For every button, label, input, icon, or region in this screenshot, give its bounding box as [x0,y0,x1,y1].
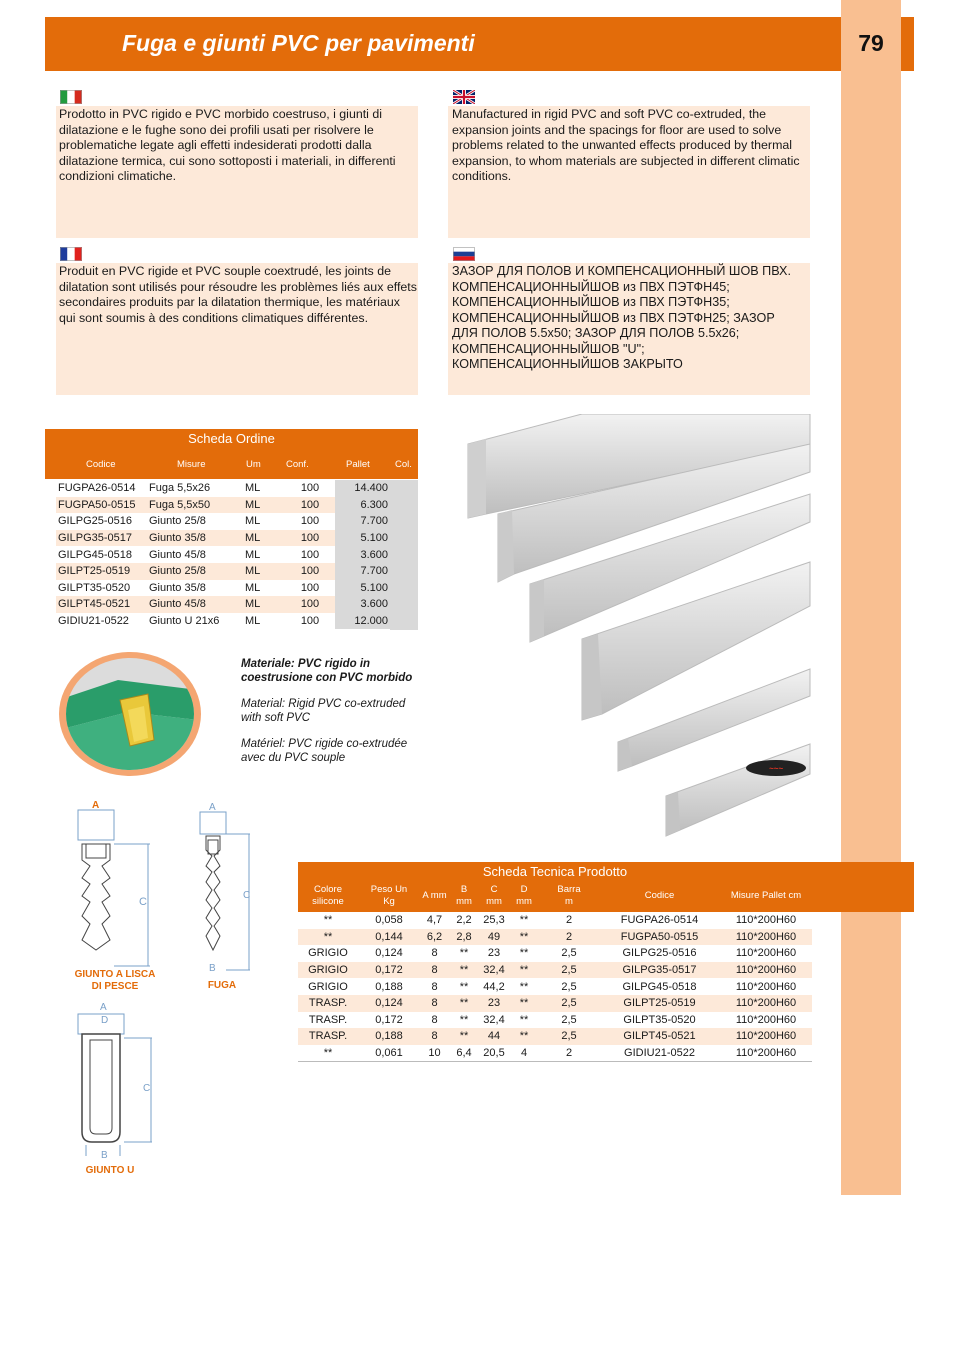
tech-col-header-line2: m [565,896,573,907]
tech-cell-misure-pallet: 110*200H60 [735,980,797,993]
tech-col-header [449,884,479,908]
tech-cell-b: ** [449,962,479,979]
france-flag-icon [60,247,82,261]
order-cell-conf: 100 [300,482,320,495]
tech-cell-peso: 0,172 [375,1013,403,1026]
material-en: Material: Rigid PVC co-extruded with soft PVC [241,698,406,724]
order-cell-misure: Giunto 35/8 [149,581,206,594]
tech-cell-d: ** [509,1028,539,1045]
dim-b-fuga: B [209,963,216,974]
order-cell-um: ML [243,596,285,613]
order-cell-conf: 100 [285,530,335,547]
tech-cell-c: 32,4 [483,1013,505,1026]
order-cell-codice: GILPG25-0516 [58,515,132,528]
order-cell-misure: Giunto U 21x6 [149,615,220,628]
tech-cell-c: 23 [479,995,509,1012]
tech-col-header-line1: Misure Pallet cm [730,890,802,901]
tech-cell-a: 8 [431,947,438,960]
tech-col-header-line1: D [520,884,528,895]
order-cell-pallet: 7.700 [335,563,390,580]
u-drawing [78,1014,152,1156]
u-label: GIUNTO U [85,1165,135,1176]
tech-col-header-line1: B [460,884,468,895]
description-it: Prodotto in PVC rigido e PVC morbido coestruso, i giunti di dilatazione e le fughe sono dei profili usati per risolvere le problematiche legate agli effetti indesiderati prodotti dalla dilatazione termica, cui sono sottoposti i materiali, in differenti condizioni climatiche. [59,107,396,183]
tech-cell-a: 10 [420,1045,449,1062]
tech-cell-barra: 2,5 [561,947,577,960]
tech-cell-peso: 0,188 [358,1028,420,1045]
order-cell-pallet: 3.600 [335,596,390,613]
material-fr: Matériel: PVC rigide co-extrudée avec du PVC souple [241,738,408,764]
tech-table-row [298,995,812,1012]
order-table [56,480,390,629]
tech-col-header-line1: Codice [644,890,675,901]
tech-cell-barra: 2,5 [539,995,599,1012]
tech-table-row [298,912,812,929]
dim-a-lisca: A [92,800,100,811]
order-col-codice: Codice [86,459,116,470]
tech-cell-codice: GIDIU21-0522 [599,1045,720,1062]
tech-cell-barra: 2,5 [561,1013,577,1026]
tech-col-header [599,890,720,902]
tech-cell-d: ** [509,929,539,946]
tech-cell-b: ** [449,995,479,1012]
tech-cell-colore: GRIGIO [298,962,358,979]
order-cell-um: ML [245,482,261,495]
order-cell-misure: Giunto 25/8 [149,515,206,528]
tech-cell-misure-pallet: 110*200H60 [720,1028,812,1045]
tech-cell-misure-pallet: 110*200H60 [735,914,797,927]
order-cell-codice: FUGPA50-0515 [56,497,147,514]
order-table-title: Scheda Ordine [188,431,275,446]
tech-col-header [509,884,539,908]
tech-cell-d: ** [519,1013,529,1026]
order-col-pallet: Pallet [346,459,370,470]
order-cell-codice: GILPG45-0518 [58,548,132,561]
tech-cell-colore: TRASP. [308,1013,348,1026]
tech-cell-codice: FUGPA50-0515 [599,929,720,946]
tech-cell-peso: 0,144 [358,929,420,946]
page-title: Fuga e giunti PVC per pavimenti [122,30,475,56]
tech-cell-colore: ** [298,929,358,946]
order-cell-um: ML [243,563,285,580]
edge-tab-top [901,17,914,71]
tech-cell-peso: 0,058 [375,914,403,927]
tech-cell-peso: 0,124 [375,947,403,960]
dim-a-u: A [100,1002,107,1013]
tech-cell-barra: 2 [565,914,573,927]
tech-col-header [720,890,812,902]
order-table-row [56,546,390,563]
tech-cell-peso: 0,172 [358,962,420,979]
svg-text:~~~: ~~~ [768,764,784,773]
order-cell-pallet: 12.000 [335,613,390,630]
tech-table-row [298,962,812,979]
order-cell-um: ML [245,515,261,528]
material-it: Materiale: PVC rigido in coestrusione con PVC morbido [241,658,413,684]
order-cell-um: ML [245,581,261,594]
order-cell-codice: GILPT35-0520 [58,581,131,594]
tech-col-header-line1: Colore [314,884,342,895]
tech-col-header-line2: mm [486,896,502,907]
tech-cell-colore: TRASP. [298,1028,358,1045]
order-cell-conf: 100 [285,497,335,514]
order-cell-misure: Giunto 25/8 [147,563,243,580]
tech-table-row [298,1028,812,1045]
side-strip [841,0,901,1195]
order-cell-codice: GIDIU21-0522 [58,615,129,628]
uk-flag-icon [453,90,475,104]
order-table-row [56,513,390,530]
order-table-row [56,530,390,547]
order-table-row [56,480,390,497]
order-cell-codice: GILPT25-0519 [56,563,147,580]
tech-cell-misure-pallet: 110*200H60 [720,962,812,979]
tech-cell-misure-pallet: 110*200H60 [735,1013,797,1026]
lisca-drawing [78,810,150,966]
dim-b-u: B [101,1150,108,1161]
tech-col-header-line1: Barra [557,884,581,895]
tech-cell-barra: 2 [539,1045,599,1062]
tech-col-header [298,884,358,908]
tech-cell-codice: GILPT45-0521 [599,1028,720,1045]
tech-cell-a: 6,2 [420,929,449,946]
order-cell-codice: FUGPA26-0514 [58,482,136,495]
order-cell-misure: Giunto 45/8 [147,596,243,613]
order-cell-codice: GILPG35-0517 [56,530,147,547]
dim-c-u: C [143,1083,151,1094]
tech-cell-b: 2,2 [456,914,472,927]
dim-c-fuga: C [243,890,251,901]
order-table-row [56,596,390,613]
dim-a-fuga: A [209,802,216,813]
order-cell-misure: Giunto 35/8 [147,530,243,547]
tech-cell-b: ** [459,947,469,960]
tech-cell-codice: GILPT25-0519 [599,995,720,1012]
order-cell-um: ML [243,497,285,514]
tech-cell-a: 8 [420,962,449,979]
tech-cell-c: 44 [479,1028,509,1045]
fuga-label: FUGA [207,980,237,991]
brand-logo-icon [746,760,806,776]
order-cell-misure: Giunto 45/8 [149,548,206,561]
russia-flag-icon [453,247,475,261]
tech-cell-barra: 2 [539,929,599,946]
tech-cell-misure-pallet: 110*200H60 [720,929,812,946]
tech-col-header-line2: mm [516,896,532,907]
tech-col-header-line2: silicone [312,896,344,907]
tech-cell-a: 4,7 [426,914,443,927]
order-col-misure: Misure [177,459,206,470]
order-cell-pallet: 5.100 [335,530,390,547]
tech-table [298,912,812,1062]
tech-cell-misure-pallet: 110*200H60 [720,1045,812,1062]
order-cell-pallet: 7.700 [335,513,390,530]
tech-col-header [479,884,509,908]
tech-cell-colore: ** [298,1045,358,1062]
tech-table-row [298,1012,812,1029]
tech-cell-a: 8 [420,995,449,1012]
lisca-label: GIUNTO A LISCA DI PESCE [74,969,156,992]
tech-cell-colore: GRIGIO [308,947,348,960]
product-photo [462,414,812,839]
tech-cell-a: 8 [431,980,438,993]
tech-cell-peso: 0,061 [358,1045,420,1062]
order-col-col: Col. [395,459,412,470]
tech-cell-b: ** [449,1028,479,1045]
tech-cell-a: 8 [420,1028,449,1045]
tech-cell-d: ** [519,914,529,927]
tech-cell-barra: 2,5 [561,980,577,993]
italy-flag-icon [60,90,82,104]
tech-cell-codice: GILPG45-0518 [622,980,697,993]
tech-cell-colore: TRASP. [298,995,358,1012]
tech-cell-codice: FUGPA26-0514 [620,914,699,927]
tech-cell-c: 49 [479,929,509,946]
tech-cell-a: 8 [431,1013,438,1026]
joint-detail-illustration [58,650,203,780]
tech-cell-d: ** [509,962,539,979]
tech-col-header-line2: Kg [383,896,395,907]
tech-table-row [298,945,812,962]
tech-col-header [539,884,599,908]
tech-cell-d: ** [519,980,529,993]
tech-cell-peso: 0,188 [375,980,403,993]
tech-cell-c: 23 [487,947,501,960]
tech-col-header-line2: mm [456,896,472,907]
order-cell-conf: 100 [285,596,335,613]
tech-cell-barra: 2,5 [539,1028,599,1045]
tech-table-row [298,1045,812,1062]
order-cell-misure: Fuga 5,5x50 [147,497,243,514]
tech-table-row [298,929,812,946]
tech-cell-peso: 0,124 [358,995,420,1012]
order-table-row [56,580,390,597]
tech-cell-b: 6,4 [449,1045,479,1062]
order-cell-misure: Fuga 5,5x26 [149,482,211,495]
edge-tab-mid [901,862,914,912]
tech-cell-b: 2,8 [449,929,479,946]
tech-cell-colore: GRIGIO [308,980,348,993]
description-en: Manufactured in rigid PVC and soft PVC co-extruded, the expansion joints and the spacings for floor are used to solve problems related to the unwanted effects produced by thermal expansion, to whom materials are subjected in different climatic conditions. [452,107,800,183]
order-cell-conf: 100 [300,581,320,594]
tech-cell-d: 4 [509,1045,539,1062]
tech-col-header [358,884,420,908]
dim-d-u: D [101,1015,109,1026]
order-cell-pallet: 5.100 [335,580,390,597]
order-cell-conf: 100 [285,563,335,580]
tech-cell-codice: GILPG25-0516 [622,947,697,960]
order-cell-conf: 100 [300,615,320,628]
tech-table-title: Scheda Tecnica Prodotto [482,864,628,879]
tech-cell-colore: ** [323,914,333,927]
order-cell-conf: 100 [300,548,320,561]
description-fr: Produit en PVC rigide et PVC souple coextrudé, les joints de dilatation sont utilisés pour résoudre les problèmes liés aux effets secondaires produits par la dilatation thermique, les matériaux qui sont soumis à des conditions climatiques différentes. [59,264,417,325]
tech-cell-misure-pallet: 110*200H60 [735,947,797,960]
tech-cell-c: 25,3 [483,914,505,927]
order-col-um: Um [246,459,261,470]
tech-col-header-line1: Peso Un [370,884,408,895]
order-cell-pallet: 6.300 [335,497,390,514]
tech-cell-codice: GILPG35-0517 [599,962,720,979]
order-cell-conf: 100 [300,515,320,528]
tech-cell-barra: 2,5 [539,962,599,979]
order-table-row [56,563,390,580]
tech-cell-c: 32,4 [479,962,509,979]
tech-col-header-line1: A mm [422,890,447,901]
tech-cell-misure-pallet: 110*200H60 [720,995,812,1012]
tech-cell-codice: GILPT35-0520 [623,1013,696,1026]
order-cell-um: ML [245,615,261,628]
technical-drawings [60,800,260,1190]
tech-cell-c: 20,5 [479,1045,509,1062]
order-cell-pallet: 3.600 [335,546,390,563]
order-cell-codice: GILPT45-0521 [56,596,147,613]
description-ru: ЗАЗОР ДЛЯ ПОЛОВ И КОМПЕНСАЦИОННЫЙ ШОВ ПВХ. КОМПЕНСАЦИОННЫЙШОВ из ПВХ ПЭТФН45; КОМПЕНСАЦИОННЫЙШОВ из ПВХ ПЭТФН35; КОМПЕНСАЦИОННЫЙШОВ из ПВХ ПЭТФН25; ЗАЗОР ДЛЯ ПОЛОВ 5.5х50; ЗАЗОР ДЛЯ ПОЛОВ 5.5х26; КОМПЕНСАЦИОННЫЙШОВ "U"; КОМПЕНСАЦИОННЫЙШОВ ЗАКРЫТО [452,264,791,371]
tech-table-row [298,978,812,995]
dim-c-lisca: C [139,896,147,908]
order-col-color-strip [390,480,418,630]
tech-col-header [420,890,449,902]
order-col-conf: Conf. [286,459,309,470]
tech-cell-d: ** [509,995,539,1012]
page-number: 79 [858,30,884,56]
order-table-row [56,613,390,630]
profile-strip-6 [666,744,810,836]
material-info [241,657,421,765]
tech-cell-d: ** [519,947,529,960]
order-cell-um: ML [245,548,261,561]
order-cell-pallet: 14.400 [335,480,390,497]
order-cell-um: ML [243,530,285,547]
tech-cell-c: 44,2 [483,980,505,993]
tech-cell-b: ** [459,1013,469,1026]
tech-col-header-line1: C [490,884,498,895]
order-table-row [56,497,390,514]
tech-cell-b: ** [459,980,469,993]
